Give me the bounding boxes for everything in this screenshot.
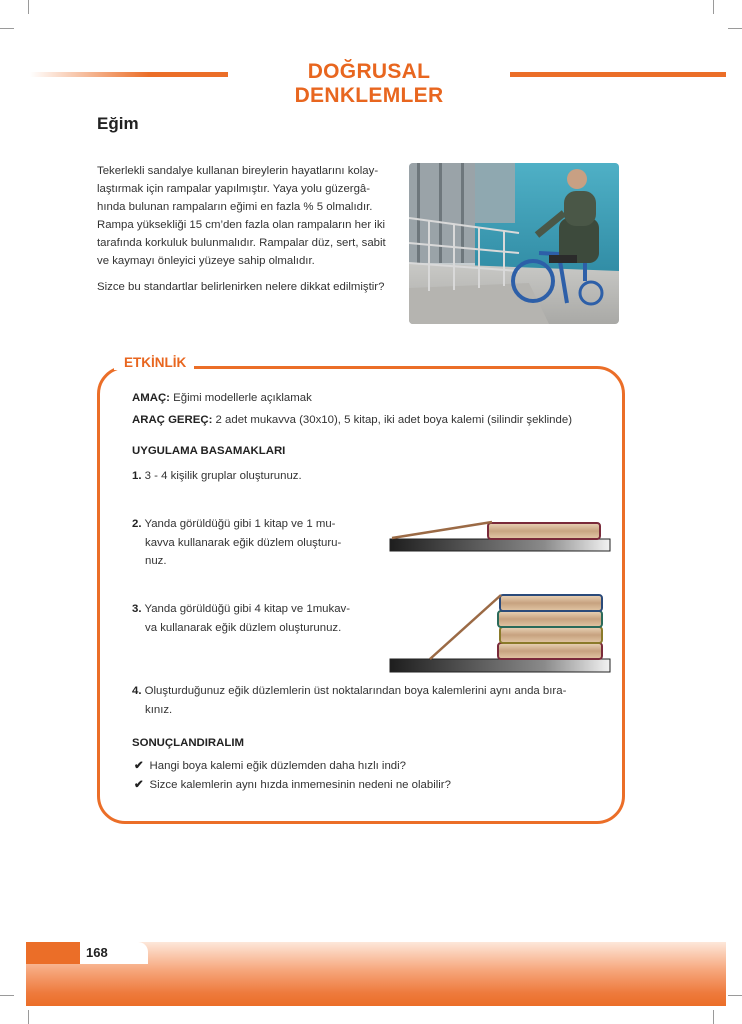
step-text: kavva kullanarak eğik düzlem oluşturu- (145, 536, 342, 549)
crop-mark (28, 0, 29, 14)
step-3 (132, 600, 350, 637)
conclusion-heading: SONUÇLANDIRALIM (132, 737, 244, 749)
aim-text: Eğimi modellerle açıklamak (169, 392, 312, 404)
crop-mark (728, 28, 742, 29)
crop-mark (713, 0, 714, 14)
chapter-title: DOĞRUSAL DENKLEMLER (294, 60, 444, 107)
check-icon: ✔ (134, 760, 144, 772)
step-number: 2. (132, 518, 142, 530)
header-rule-left (30, 72, 228, 77)
aim-label: AMAÇ: (132, 392, 170, 404)
intro-line: tarafında korkuluk bulunmalıdır. Rampalar düz, sert, sabit (97, 237, 386, 249)
step-text: 3 - 4 kişilik gruplar oluşturunuz. (141, 470, 302, 482)
step-text: nuz. (145, 555, 167, 567)
conclusion-text: Sizce kalemlerin aynı hızda inmemesinin nedeni ne olabilir? (149, 779, 451, 791)
wheelchair-ramp-photo (409, 163, 619, 324)
intro-question: Sizce bu standartlar belirlenirken nelere dikkat edilmiştir? (97, 281, 385, 293)
crop-mark (0, 28, 14, 29)
intro-line: laştırmak için rampalar yapılmıştır. Yaya yolu güzergâ- (97, 183, 371, 195)
intro-line: Tekerlekli sandalye kullanan bireylerin hayatlarını kolay- (97, 165, 379, 177)
step-2 (132, 515, 341, 571)
page-number: 168 (86, 945, 108, 960)
tools-label: ARAÇ GEREÇ: (132, 414, 213, 426)
conclusion-item (134, 777, 451, 791)
tools-line (132, 411, 572, 429)
check-icon: ✔ (134, 779, 144, 791)
header-rule-right (510, 72, 726, 77)
aim-line (132, 389, 312, 407)
crop-mark (28, 1010, 29, 1024)
crop-mark (728, 995, 742, 996)
intro-line: hında bulunan rampaların eğimi en fazla % 5 olmalıdır. (97, 201, 373, 213)
conclusion-text: Hangi boya kalemi eğik düzlemden daha hızlı indi? (149, 760, 406, 772)
step-4 (132, 682, 566, 719)
step-text: Oluşturduğunuz eğik düzlemlerin üst noktalarından boya kalemlerini aynı anda bıra- (141, 685, 567, 697)
activity-label: ETKİNLİK (114, 355, 194, 370)
step-number: 1. (132, 470, 142, 482)
step-number: 4. (132, 685, 142, 697)
step-text: va kullanarak eğik düzlem oluşturunuz. (145, 621, 342, 634)
section-title: Eğim (97, 114, 139, 133)
step-text: kınız. (145, 703, 173, 716)
intro-line: ve kaymayı önleyici yüzeye sahip olmalıdır. (97, 255, 315, 267)
crop-mark (713, 1010, 714, 1024)
step-1 (132, 467, 302, 486)
step-text: Yanda görüldüğü gibi 4 kitap ve 1mukav- (141, 603, 351, 615)
tools-text: 2 adet mukavva (30x10), 5 kitap, iki adet boya kalemi (silindir şeklinde) (212, 414, 572, 426)
one-book-ramp-figure (388, 515, 614, 560)
steps-heading: UYGULAMA BASAMAKLARI (132, 445, 286, 457)
step-text: Yanda görüldüğü gibi 1 kitap ve 1 mu- (141, 518, 336, 530)
intro-line: Rampa yüksekliği 15 cm’den fazla olan rampaların her iki (97, 219, 386, 231)
crop-mark (0, 995, 14, 996)
conclusion-item (134, 758, 406, 772)
step-number: 3. (132, 603, 142, 615)
footer-accent-block (26, 942, 80, 964)
four-book-ramp-figure (388, 591, 614, 680)
intro-paragraph (97, 162, 397, 296)
